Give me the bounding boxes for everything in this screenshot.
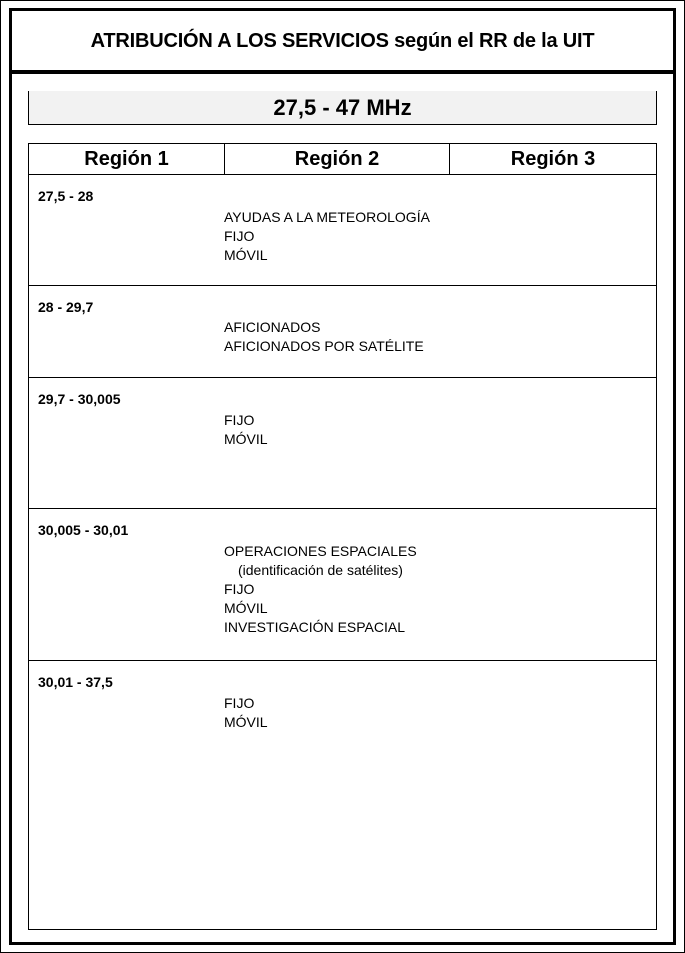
service-item: MÓVIL xyxy=(224,714,268,730)
frequency-band: 28 - 29,7 xyxy=(38,299,94,315)
service-footnote: (identificación de satélites) xyxy=(238,562,403,578)
column-header-region-3: Región 3 xyxy=(510,147,596,170)
page-title: ATRIBUCIÓN A LOS SERVICIOS según el RR de la UIT xyxy=(90,30,595,52)
service-item: MÓVIL xyxy=(224,247,268,263)
service-item: OPERACIONES ESPACIALES xyxy=(224,543,417,559)
table-row xyxy=(29,661,656,929)
table-row xyxy=(29,175,656,286)
service-item: AYUDAS A LA METEOROLOGÍA xyxy=(224,209,430,225)
service-list xyxy=(224,411,268,449)
service-item: AFICIONADOS xyxy=(224,319,321,335)
service-item: AFICIONADOS POR SATÉLITE xyxy=(224,338,424,354)
service-item: MÓVIL xyxy=(224,600,268,616)
column-header-region-1: Región 1 xyxy=(29,144,225,174)
service-item: FIJO xyxy=(224,695,255,711)
frequency-band: 30,005 - 30,01 xyxy=(38,522,129,538)
table-row xyxy=(29,509,656,661)
service-item: FIJO xyxy=(224,228,255,244)
column-header-region-2: Región 2 xyxy=(225,144,450,174)
frequency-band: 30,01 - 37,5 xyxy=(38,674,113,690)
allocation-table xyxy=(28,143,657,930)
table-row xyxy=(29,286,656,378)
service-list xyxy=(224,694,268,732)
service-list xyxy=(224,208,430,265)
frequency-band: 27,5 - 28 xyxy=(38,188,94,204)
frequency-band: 29,7 - 30,005 xyxy=(38,391,121,407)
table-row xyxy=(29,378,656,509)
service-item: INVESTIGACIÓN ESPACIAL xyxy=(224,619,406,635)
service-item: MÓVIL xyxy=(224,431,268,447)
service-list xyxy=(224,542,417,637)
service-item: FIJO xyxy=(224,581,255,597)
service-list xyxy=(224,318,424,356)
service-item: FIJO xyxy=(224,412,255,428)
band-range-title: 27,5 - 47 MHz xyxy=(273,95,412,120)
title-divider xyxy=(12,70,673,74)
